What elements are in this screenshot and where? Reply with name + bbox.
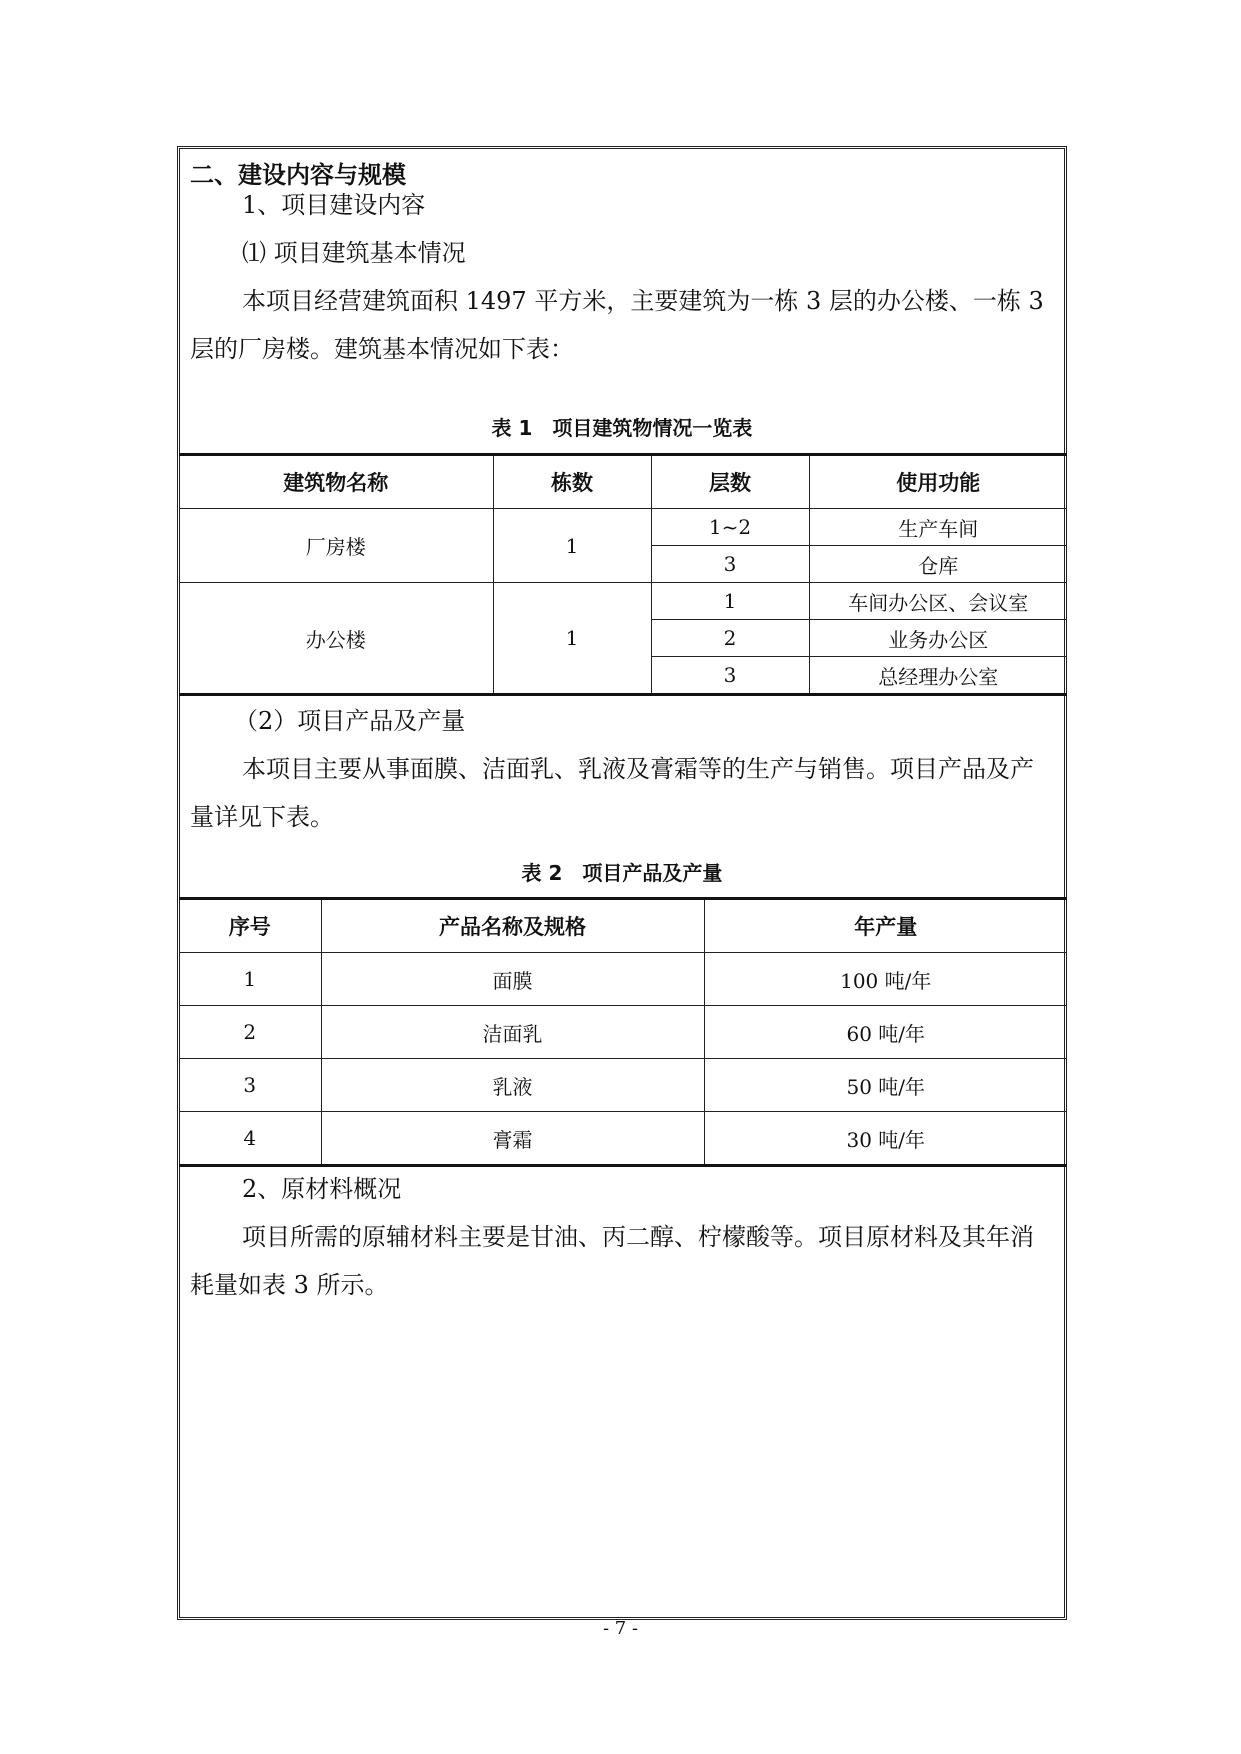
use-cell: 生产车间: [809, 509, 1067, 546]
paragraph-line: 本项目经营建筑面积 1497 平方米，主要建筑为一栋 3 层的办公楼、一栋 3: [242, 287, 1044, 315]
product-name: 膏霜: [321, 1112, 704, 1166]
table-row: [179, 583, 1067, 620]
product-name: 洁面乳: [321, 1006, 704, 1059]
annual-output: 60 吨/年: [704, 1006, 1067, 1059]
column-header: 建筑物名称: [179, 455, 493, 509]
use-cell: 仓库: [809, 546, 1067, 583]
annual-output: 50 吨/年: [704, 1059, 1067, 1112]
row-number: 1: [179, 953, 321, 1006]
paragraph-line: 项目所需的原辅材料主要是甘油、丙二醇、柠檬酸等。项目原材料及其年消: [242, 1223, 1034, 1251]
table1-caption: 表 1 项目建筑物情况一览表: [491, 416, 753, 440]
building-name: 厂房楼: [179, 509, 493, 583]
row-number: 2: [179, 1006, 321, 1059]
section-heading: 二、建设内容与规模: [190, 161, 406, 189]
floor-cell: 1~2: [651, 509, 809, 546]
subheading-raw-materials: 2、原材料概况: [242, 1175, 402, 1203]
paragraph-line: 本项目主要从事面膜、洁面乳、乳液及膏霜等的生产与销售。项目产品及产: [242, 755, 1034, 783]
row-number: 3: [179, 1059, 321, 1112]
buildings-table: [179, 453, 1067, 696]
annual-output: 100 吨/年: [704, 953, 1067, 1006]
document-frame: [177, 146, 1067, 1620]
use-cell: 总经理办公室: [809, 657, 1067, 695]
building-count: 1: [493, 509, 651, 583]
floor-cell: 1: [651, 583, 809, 620]
building-count: 1: [493, 583, 651, 695]
table-row: [179, 509, 1067, 546]
table2-caption: 表 2 项目产品及产量: [521, 861, 723, 885]
row-number: 4: [179, 1112, 321, 1166]
subheading-building-info: ⑴ 项目建筑基本情况: [242, 239, 466, 267]
table-row: [179, 1112, 1067, 1166]
column-header: 使用功能: [809, 455, 1067, 509]
column-header: 栋数: [493, 455, 651, 509]
paragraph-line: 耗量如表 3 所示。: [190, 1271, 389, 1299]
table-row: [179, 953, 1067, 1006]
product-name: 面膜: [321, 953, 704, 1006]
products-table: [179, 897, 1067, 1167]
page-number: - 7 -: [602, 1618, 639, 1639]
floor-cell: 2: [651, 620, 809, 657]
product-name: 乳液: [321, 1059, 704, 1112]
use-cell: 车间办公区、会议室: [809, 583, 1067, 620]
building-name: 办公楼: [179, 583, 493, 695]
use-cell: 业务办公区: [809, 620, 1067, 657]
annual-output: 30 吨/年: [704, 1112, 1067, 1166]
paragraph-line: 层的厂房楼。建筑基本情况如下表：: [190, 335, 574, 363]
table-row: [179, 1059, 1067, 1112]
subheading-products: （2）项目产品及产量: [234, 707, 466, 735]
paragraph-line: 量详见下表。: [190, 803, 334, 831]
column-header: 产品名称及规格: [321, 899, 704, 953]
column-header: 年产量: [704, 899, 1067, 953]
floor-cell: 3: [651, 657, 809, 695]
table-row: [179, 1006, 1067, 1059]
column-header: 层数: [651, 455, 809, 509]
subheading-construction-content: 1、项目建设内容: [242, 191, 426, 219]
column-header: 序号: [179, 899, 321, 953]
floor-cell: 3: [651, 546, 809, 583]
